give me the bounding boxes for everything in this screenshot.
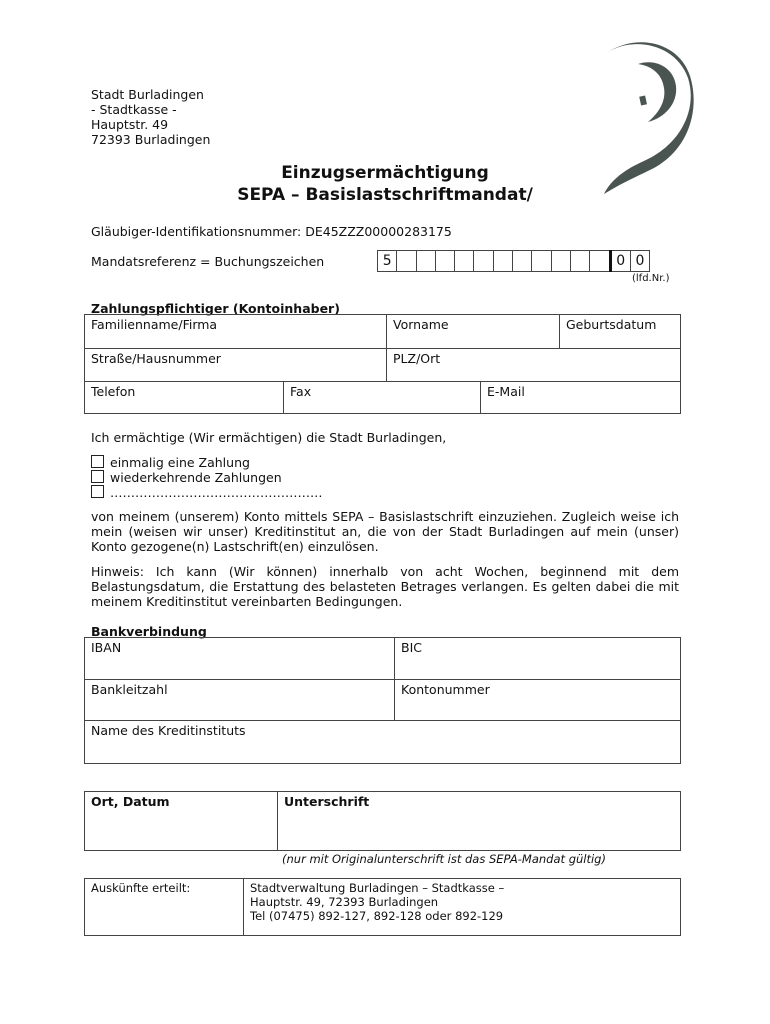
ref-cell[interactable] [416, 251, 435, 272]
ref-cell[interactable] [397, 251, 416, 272]
checkbox-other[interactable] [91, 485, 104, 498]
ref-cell[interactable]: 0 [630, 251, 649, 272]
ref-cell[interactable]: 0 [610, 251, 630, 272]
option-other[interactable] [91, 485, 323, 500]
city-field[interactable]: PLZ/Ort [387, 349, 681, 382]
ref-cell[interactable] [570, 251, 589, 272]
checkbox-recurring[interactable] [91, 470, 104, 483]
mandate-reference-boxes [377, 250, 650, 272]
title-line-2: SEPA – Basislastschriftmandat/ [237, 185, 533, 205]
ref-cell[interactable] [435, 251, 454, 272]
info-contact [244, 879, 681, 936]
signature-note: (nur mit Originalunterschrift ist das SEPA-Mandat gültig) [282, 852, 606, 866]
phone-field[interactable]: Telefon [85, 382, 284, 414]
bank-heading: Bankverbindung [91, 624, 207, 639]
option-other-label[interactable]: …………………………………………… [110, 485, 323, 500]
signature-table [84, 791, 681, 851]
iban-field[interactable]: IBAN [85, 638, 395, 680]
bank-table [84, 637, 681, 764]
surname-field[interactable]: Familienname/Firma [85, 315, 387, 349]
fax-field[interactable]: Fax [284, 382, 481, 414]
checkbox-once[interactable] [91, 455, 104, 468]
option-recurring[interactable] [91, 470, 323, 485]
form-title [0, 162, 770, 206]
firstname-field[interactable]: Vorname [387, 315, 560, 349]
ref-cell[interactable] [590, 251, 610, 272]
sequence-number-note: (lfd.Nr.) [632, 273, 670, 284]
creditor-id: Gläubiger-Identifikationsnummer: DE45ZZZ00000283175 [91, 224, 452, 239]
title-line-1: Einzugsermächtigung [281, 163, 489, 183]
email-field[interactable]: E-Mail [481, 382, 681, 414]
street-field[interactable]: Straße/Hausnummer [85, 349, 387, 382]
ref-cell[interactable] [513, 251, 532, 272]
ref-cell[interactable] [455, 251, 474, 272]
ref-cell[interactable] [551, 251, 570, 272]
mandate-paragraph: von meinem (unserem) Konto mittels SEPA – Basislastschrift einzuziehen. Zugleich weise ich mein (weisen wir unser) Kreditinstitut an, die von der Stadt Burladingen auf mein (unser) Konto gezogene(n) Lastschrift(en) einzulösen. [91, 509, 679, 554]
info-label: Auskünfte erteilt: [85, 879, 244, 936]
ref-cell[interactable] [474, 251, 493, 272]
info-line: Tel (07475) 892-127, 892-128 oder 892-129 [250, 909, 504, 923]
place-date-field[interactable]: Ort, Datum [85, 792, 278, 851]
birthdate-field[interactable]: Geburtsdatum [560, 315, 681, 349]
signature-field[interactable]: Unterschrift [278, 792, 681, 851]
payer-contact-table [84, 381, 681, 414]
account-field[interactable]: Kontonummer [395, 680, 681, 721]
address-line: 72393 Burladingen [91, 132, 211, 147]
option-once-label: einmalig eine Zahlung [110, 455, 250, 470]
address-line: Hauptstr. 49 [91, 117, 169, 132]
info-table [84, 878, 681, 936]
ref-cell[interactable] [493, 251, 512, 272]
info-line: Hauptstr. 49, 72393 Burladingen [250, 895, 439, 909]
info-line: Stadtverwaltung Burladingen – Stadtkasse – [250, 881, 505, 895]
option-recurring-label: wiederkehrende Zahlungen [110, 470, 282, 485]
ref-cell[interactable] [532, 251, 551, 272]
institute-field[interactable]: Name des Kreditinstituts [85, 721, 681, 764]
option-once[interactable] [91, 455, 323, 470]
bic-field[interactable]: BIC [395, 638, 681, 680]
ref-cell[interactable]: 5 [378, 251, 397, 272]
mandate-reference-label: Mandatsreferenz = Buchungszeichen [91, 254, 325, 269]
address-line: Stadt Burladingen [91, 87, 204, 102]
payment-options [91, 455, 323, 500]
sender-address [91, 87, 210, 147]
payer-address-table [84, 348, 681, 382]
address-line: - Stadtkasse - [91, 102, 177, 117]
blz-field[interactable]: Bankleitzahl [85, 680, 395, 721]
notice-paragraph: Hinweis: Ich kann (Wir können) innerhalb von acht Wochen, beginnend mit dem Belastungsdatum, die Erstattung des belasteten Betrages verlangen. Es gelten dabei die mit meinem Kreditinstitut vereinbarten Bedingungen. [91, 564, 679, 609]
authorization-text: Ich ermächtige (Wir ermächtigen) die Stadt Burladingen, [91, 430, 447, 445]
payer-heading: Zahlungspflichtiger (Kontoinhaber) [91, 301, 340, 316]
payer-table [84, 314, 681, 349]
